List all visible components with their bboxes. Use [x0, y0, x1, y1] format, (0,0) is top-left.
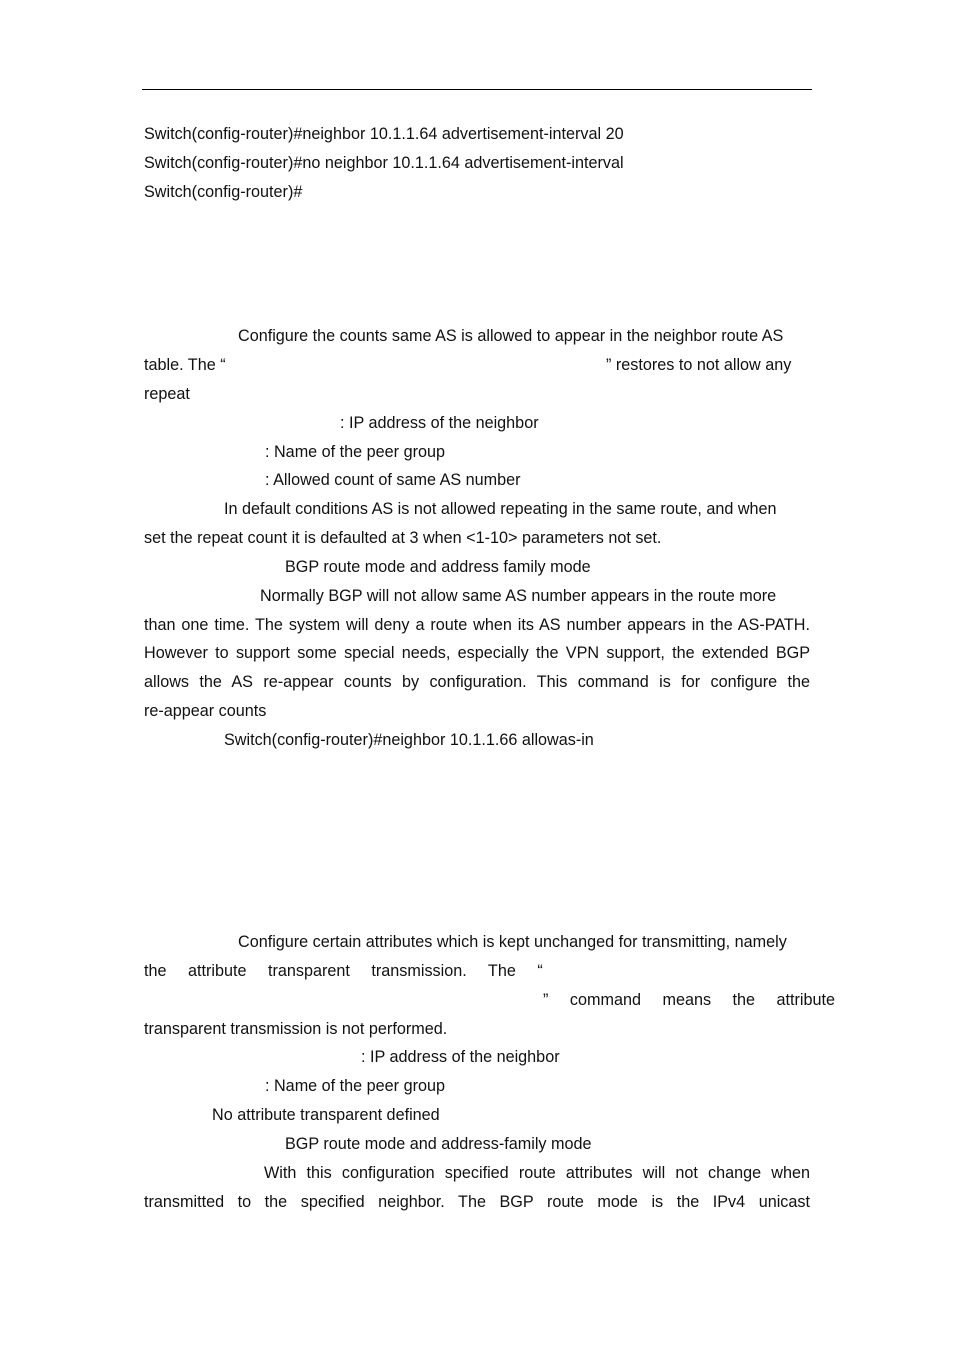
s1-function-text: Configure the counts same AS is allowed to appear in the neighbor route AS	[238, 327, 784, 345]
s1-usage-line5: re-appear counts	[144, 702, 267, 720]
s1-command-mode: BGP route mode and address family mode	[285, 558, 591, 576]
s1-usage-line3: However to support some special needs, especially the VPN support, the extended BGP	[144, 644, 810, 662]
s2-default: No attribute transparent defined	[212, 1106, 440, 1124]
s2-function-text: Configure certain attributes which is kept unchanged for transmitting, namely	[238, 933, 787, 951]
s1-param-ip: : IP address of the neighbor	[340, 414, 539, 432]
s1-default-line1: In default conditions AS is not allowed repeating in the same route, and when	[224, 500, 777, 518]
example-line-2: Switch(config-router)#no neighbor 10.1.1.64 advertisement-interval	[144, 154, 624, 172]
s2-function-line4: transparent transmission is not performed.	[144, 1020, 448, 1038]
s2-command-mode: BGP route mode and address-family mode	[285, 1135, 592, 1153]
s2-param-ip: : IP address of the neighbor	[361, 1048, 560, 1066]
s2-param-peer-group: : Name of the peer group	[265, 1077, 445, 1095]
example-line-3: Switch(config-router)#	[144, 183, 303, 201]
s2-usage-line1: With this configuration specified route attributes will not change when	[264, 1164, 810, 1182]
s1-default-line2: set the repeat count it is defaulted at 3 when <1-10> parameters not set.	[144, 529, 662, 547]
example-line-1: Switch(config-router)#neighbor 10.1.1.64 advertisement-interval 20	[144, 125, 624, 143]
s1-param-count: : Allowed count of same AS number	[265, 471, 521, 489]
s1-example: Switch(config-router)#neighbor 10.1.1.66 allowas-in	[224, 731, 594, 749]
s1-function-line3: repeat	[144, 385, 190, 403]
s1-usage-line2: than one time. The system will deny a route when its AS number appears in the AS-PATH.	[144, 616, 810, 634]
s1-function-line2a: table. The “	[144, 356, 226, 374]
s1-function-line2b: ” restores to not allow any	[606, 356, 792, 374]
s1-usage-line4: allows the AS re-appear counts by configuration. This command is for configure the	[144, 673, 810, 691]
s2-usage-line2: transmitted to the specified neighbor. The BGP route mode is the IPv4 unicast	[144, 1193, 810, 1211]
s1-param-peer-group: : Name of the peer group	[265, 443, 445, 461]
s2-function-line3: ” command means the attribute	[543, 991, 836, 1009]
s2-function-line2: the attribute transparent transmission. The “	[144, 962, 543, 980]
header-rule	[142, 89, 812, 90]
s1-usage-line1: Normally BGP will not allow same AS number appears in the route more	[260, 587, 777, 605]
